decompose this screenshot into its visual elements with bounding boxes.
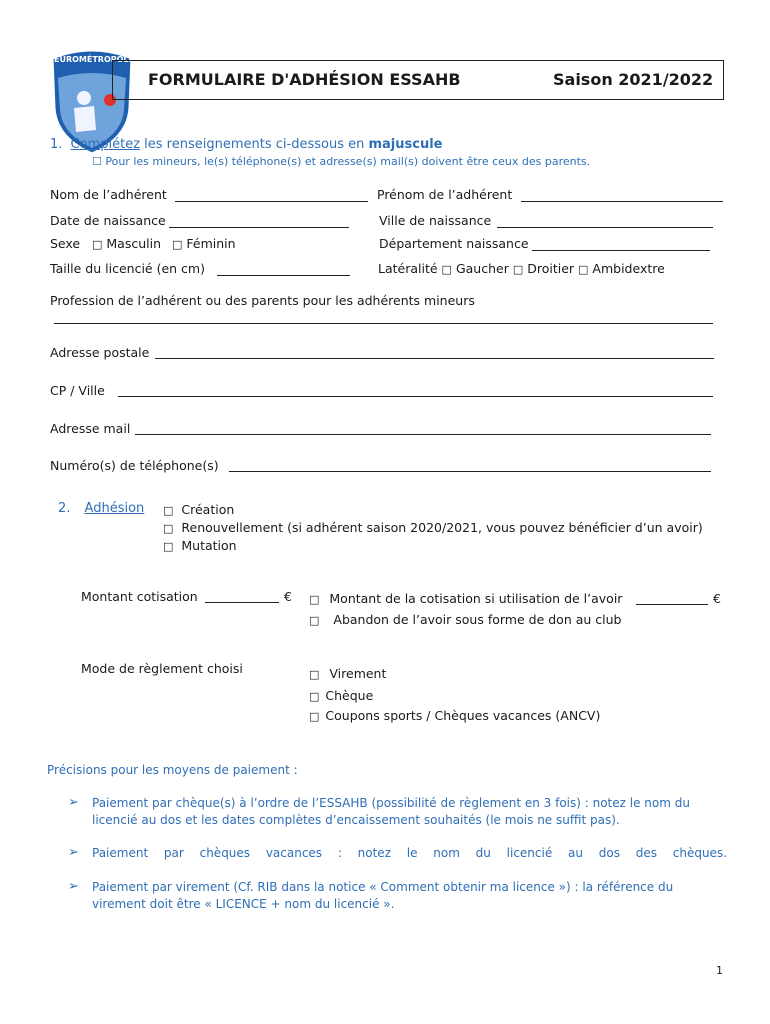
droitier-label: Droitier xyxy=(527,261,575,276)
nom-field[interactable] xyxy=(175,201,368,202)
renouvellement-checkbox[interactable]: □ xyxy=(163,522,174,535)
nom-label: Nom de l’adhérent xyxy=(50,187,167,202)
feminin-option[interactable] xyxy=(172,236,236,251)
renouvellement-label: Renouvellement (si adhérent saison 2020/2021, vous pouvez bénéficier d’un avoir) xyxy=(181,520,703,535)
gaucher-label: Gaucher xyxy=(455,261,509,276)
adresse-label: Adresse postale xyxy=(50,345,150,360)
adhesion-option-renouvellement[interactable] xyxy=(163,520,703,535)
arrow-bullet-icon: ➢ xyxy=(68,795,79,810)
montant-currency: € xyxy=(284,589,292,604)
ville-naissance-label: Ville de naissance xyxy=(379,213,492,228)
logo-text-top: STRASBOURG xyxy=(58,42,133,52)
mutation-checkbox[interactable]: □ xyxy=(163,540,174,553)
gaucher-checkbox[interactable]: □ xyxy=(441,263,452,276)
masculin-option[interactable] xyxy=(92,236,161,251)
reglement-option-cheque[interactable] xyxy=(309,688,373,703)
section2-number: 2. xyxy=(58,501,71,516)
season-label: Saison 2021/2022 xyxy=(553,70,714,89)
adresse-field[interactable] xyxy=(155,358,714,359)
lateralite-row xyxy=(378,261,665,276)
mutation-label: Mutation xyxy=(181,538,237,553)
virement-label: Virement xyxy=(329,666,387,681)
sexe-label: Sexe xyxy=(50,236,81,251)
date-naissance-label: Date de naissance xyxy=(50,213,166,228)
form-title: FORMULAIRE D'ADHÉSION ESSAHB xyxy=(148,70,461,89)
taille-label: Taille du licencié (en cm) xyxy=(50,261,205,276)
avoir-checkbox[interactable]: □ xyxy=(309,593,320,606)
reglement-label: Mode de règlement choisi xyxy=(81,661,243,676)
montant-label: Montant cotisation xyxy=(81,589,198,604)
precision-item-1: Paiement par chèque(s) à l’ordre de l’ESSAHB (possibilité de règlement en 3 fois) : notez le nom du licencié au dos et les dates complètes d’encaissement souhaités (le mois ne suffit pas). xyxy=(92,796,690,827)
avoir-field[interactable] xyxy=(636,604,708,605)
prenom-field[interactable] xyxy=(521,201,723,202)
profession-label: Profession de l’adhérent ou des parents pour les adhérents mineurs xyxy=(50,293,475,308)
prenom-label: Prénom de l’adhérent xyxy=(377,187,513,202)
mail-field[interactable] xyxy=(135,434,711,435)
precision-item-3: Paiement par virement (Cf. RIB dans la notice « Comment obtenir ma licence ») : la référence du virement doit être « LICENCE + nom du licencié ». xyxy=(92,880,674,911)
mail-label: Adresse mail xyxy=(50,421,131,436)
abandon-option[interactable] xyxy=(309,612,621,627)
droitier-checkbox[interactable]: □ xyxy=(512,263,524,276)
avoir-currency: € xyxy=(713,591,721,606)
telephone-field[interactable] xyxy=(229,471,711,472)
montant-field[interactable] xyxy=(205,602,279,603)
section1-title-underlined: Complétez xyxy=(70,137,141,152)
masculin-checkbox[interactable]: □ xyxy=(92,238,103,251)
precisions-title: Précisions pour les moyens de paiement : xyxy=(47,763,298,777)
reglement-option-virement[interactable] xyxy=(309,666,386,681)
adhesion-option-mutation[interactable] xyxy=(163,538,237,553)
lateralite-label: Latéralité xyxy=(378,261,438,276)
feminin-label: Féminin xyxy=(186,236,236,251)
reglement-option-coupons[interactable] xyxy=(309,708,600,723)
page-number: 1 xyxy=(716,964,723,977)
arrow-bullet-icon: ➢ xyxy=(68,845,79,860)
virement-checkbox[interactable]: □ xyxy=(309,668,320,681)
ambidextre-label: Ambidextre xyxy=(592,261,665,276)
section2-heading xyxy=(58,501,144,516)
section1-number: 1. xyxy=(50,137,63,152)
telephone-label: Numéro(s) de téléphone(s) xyxy=(50,458,219,473)
ambidextre-checkbox[interactable]: □ xyxy=(578,263,589,276)
section1-title-bold: majuscule xyxy=(368,137,443,152)
section1-note: ☐ Pour les mineurs, le(s) téléphone(s) et adresse(s) mail(s) doivent être ceux des parents. xyxy=(92,155,591,168)
creation-label: Création xyxy=(181,502,235,517)
cheque-label: Chèque xyxy=(325,688,374,703)
departement-label: Département naissance xyxy=(379,236,529,251)
taille-field[interactable] xyxy=(217,275,350,276)
section2-title: Adhésion xyxy=(84,501,145,516)
precision-item-2: Paiement par chèques vacances : notez le nom du licencié au dos des chèques. xyxy=(92,846,727,860)
profession-field[interactable] xyxy=(54,323,713,324)
cp-ville-field[interactable] xyxy=(118,396,713,397)
feminin-checkbox[interactable]: □ xyxy=(172,238,183,251)
cp-ville-label: CP / Ville xyxy=(50,383,105,398)
coupons-checkbox[interactable]: □ xyxy=(309,710,320,723)
abandon-checkbox[interactable]: □ xyxy=(309,614,320,627)
departement-field[interactable] xyxy=(532,250,710,251)
section1-heading xyxy=(50,137,442,152)
section1-title-rest: les renseignements ci-dessous en xyxy=(140,137,369,152)
coupons-label: Coupons sports / Chèques vacances (ANCV) xyxy=(325,708,601,723)
adhesion-option-creation[interactable] xyxy=(163,502,234,517)
cheque-checkbox[interactable]: □ xyxy=(309,690,320,703)
avoir-label: Montant de la cotisation si utilisation de l’avoir xyxy=(329,591,623,606)
avoir-option[interactable] xyxy=(309,591,622,606)
ville-naissance-field[interactable] xyxy=(497,227,713,228)
creation-checkbox[interactable]: □ xyxy=(163,504,174,517)
date-naissance-field[interactable] xyxy=(169,227,349,228)
masculin-label: Masculin xyxy=(106,236,162,251)
logo-text-bottom: EUROMÉTROPOLE xyxy=(54,55,134,64)
arrow-bullet-icon: ➢ xyxy=(68,879,79,894)
abandon-label: Abandon de l’avoir sous forme de don au club xyxy=(333,612,622,627)
